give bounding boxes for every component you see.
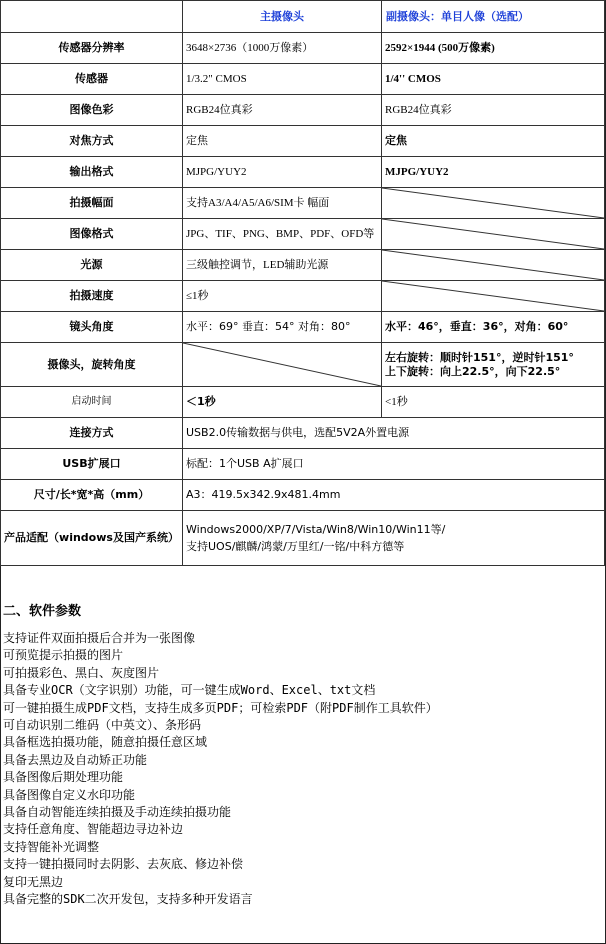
row-label: 产品适配（windows及国产系统） (1, 511, 183, 566)
sub-camera-value: MJPG/YUY2 (382, 157, 605, 188)
software-section-title: 二、软件参数 (3, 604, 82, 619)
row-label: 连接方式 (1, 418, 183, 449)
row-label: 输出格式 (1, 157, 183, 188)
os-support-line-2: 支持UOS/麒麟/鸿蒙/万里红/一铭/中科方德等 (186, 540, 405, 553)
list-item: 可预览提示拍摄的图片 (3, 648, 124, 663)
diagonal-slash (183, 343, 381, 386)
list-item: 具备图像自定义水印功能 (3, 787, 136, 802)
list-item: 支持证件双面拍摄后合并为一张图像 (3, 631, 196, 645)
row-label: 拍摄幅面 (1, 188, 183, 219)
main-camera-value: 定焦 (183, 126, 382, 157)
header-blank-cell (1, 1, 183, 33)
table-row (1, 250, 605, 281)
list-item: 复印无黑边 (3, 874, 64, 889)
table-row (1, 188, 605, 219)
sub-camera-value: 水平：46°，垂直：36°，对角：60° (382, 312, 605, 343)
empty-diagonal-cell (382, 188, 605, 219)
list-item: 可一键拍摄生成PDF文档，支持生成多页PDF；可检索PDF（附PDF制作工具软件） (3, 700, 438, 715)
diagonal-slash (382, 188, 604, 218)
sub-camera-value: 1/4'' CMOS (382, 64, 605, 95)
main-camera-value: RGB24位真彩 (183, 95, 382, 126)
main-camera-value (183, 219, 382, 250)
sub-camera-value: RGB24位真彩 (382, 95, 605, 126)
list-item: 具备完整的SDK二次开发包，支持多种开发语言 (3, 892, 253, 907)
main-camera-value: MJPG/YUY2 (183, 157, 382, 188)
row-label: 摄像头，旋转角度 (1, 343, 183, 387)
list-item: 支持一键拍摄同时去阴影、去灰底、修边补偿 (3, 857, 244, 872)
sub-camera-value: 2592×1944 (500万像素) (382, 33, 605, 64)
main-camera-value: 3648×2736（1000万像素） (183, 33, 382, 64)
row-label: 拍摄速度 (1, 281, 183, 312)
list-item: 可自动识别二维码（中英文）、条形码 (3, 718, 202, 733)
sub-camera-header: 副摄像头：单目人像（选配） (382, 1, 605, 33)
empty-diagonal-cell (183, 343, 382, 387)
main-camera-value: 三级触控调节，LED辅助光源 (183, 250, 382, 281)
table-row (1, 219, 605, 250)
row-label: 图像色彩 (1, 95, 183, 126)
table-row (1, 126, 605, 157)
os-support-line-1: Windows2000/XP/7/Vista/Win8/Win10/Win11等/ (186, 523, 446, 536)
main-camera-value: ＜1秒 (183, 387, 382, 418)
table-header-row (1, 1, 605, 33)
table-row (1, 387, 605, 418)
row-label: 传感器 (1, 64, 183, 95)
list-item: 具备自动智能连续拍摄及手动连续拍摄功能 (3, 805, 232, 820)
main-camera-value: 支持A3/A4/A5/A6/SIM卡 幅面 (183, 188, 382, 219)
list-item: 具备框选拍摄功能，随意拍摄任意区域 (3, 735, 208, 750)
main-camera-value: 1/3.2" CMOS (183, 64, 382, 95)
table-row (1, 157, 605, 188)
list-item: 可拍摄彩色、黑白、灰度图片 (3, 665, 160, 680)
table-row (1, 480, 605, 511)
table-row (1, 95, 605, 126)
list-item: 具备专业OCR（文字识别）功能，可一键生成Word、Excel、txt文档 (3, 683, 376, 698)
list-item: 支持智能补光调整 (3, 839, 100, 854)
list-item: 具备图像后期处理功能 (3, 770, 124, 785)
sub-camera-value: 定焦 (382, 126, 605, 157)
diagonal-slash (382, 250, 604, 280)
row-label: 光源 (1, 250, 183, 281)
diagonal-slash (382, 281, 604, 311)
rotation-horizontal-text: 左右旋转：顺时针151°，逆时针151° (385, 350, 574, 364)
row-label: 尺寸/长*宽*高（mm） (1, 480, 183, 511)
main-camera-value: ≤1秒 (183, 281, 382, 312)
sub-camera-value (382, 343, 605, 387)
empty-diagonal-cell (382, 281, 605, 312)
table-row (1, 281, 605, 312)
list-item: 具备去黑边及自动矫正功能 (3, 752, 148, 767)
table-row (1, 418, 605, 449)
table-row (1, 511, 605, 566)
row-label: 图像格式 (1, 219, 183, 250)
merged-value: 标配：1个USB A扩展口 (183, 449, 605, 480)
rotation-vertical-text: 上下旋转：向上22.5°，向下22.5° (385, 364, 561, 378)
table-row (1, 33, 605, 64)
main-camera-header: 主摄像头 (183, 1, 382, 33)
empty-diagonal-cell (382, 250, 605, 281)
diagonal-slash (382, 219, 604, 249)
table-row (1, 343, 605, 387)
row-label: 启动时间 (1, 387, 183, 418)
table-row (1, 312, 605, 343)
table-row (1, 64, 605, 95)
image-format-text: JPG、TIF、PNG、BMP、PDF、OFD等 (186, 228, 375, 240)
row-label: 对焦方式 (1, 126, 183, 157)
software-feature-list (3, 630, 438, 909)
table-row (1, 449, 605, 480)
main-camera-value: 水平：69° 垂直：54° 对角：80° (183, 312, 382, 343)
sub-camera-value: <1秒 (382, 387, 605, 418)
row-label: 镜头角度 (1, 312, 183, 343)
list-item: 支持任意角度、智能超边寻边补边 (3, 822, 184, 837)
row-label: USB扩展口 (1, 449, 183, 480)
merged-value: USB2.0传输数据与供电，选配5V2A外置电源 (183, 418, 605, 449)
merged-value: A3：419.5x342.9x481.4mm (183, 480, 605, 511)
merged-value (183, 511, 605, 566)
empty-diagonal-cell (382, 219, 605, 250)
row-label: 传感器分辨率 (1, 33, 183, 64)
